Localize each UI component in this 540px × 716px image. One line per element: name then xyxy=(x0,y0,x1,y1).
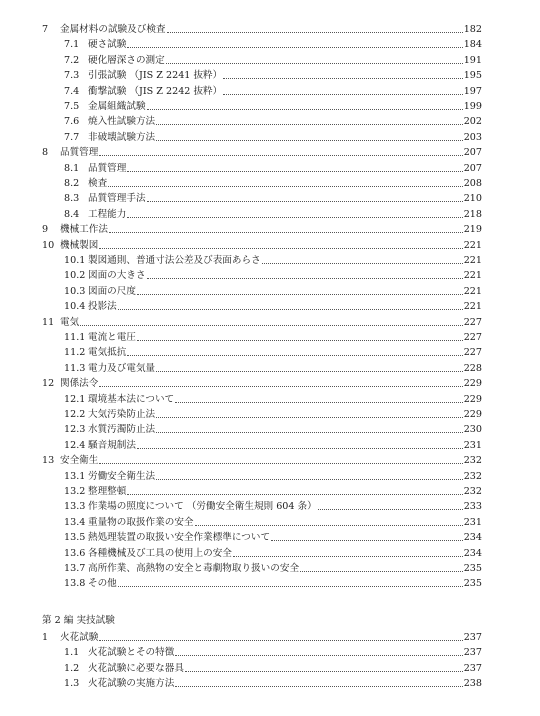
dot-leader xyxy=(175,402,463,403)
toc-entry xyxy=(64,299,482,313)
toc-entry-number: 13.1 xyxy=(64,470,86,482)
toc-entry xyxy=(64,161,482,175)
toc-entry-number: 8.4 xyxy=(64,208,80,220)
dot-leader xyxy=(156,124,463,125)
toc-entry-page: 221 xyxy=(463,270,482,282)
toc-entry-title: 製図通則、普通寸法公差及び表面あらさ xyxy=(88,255,261,266)
toc-entry-page: 235 xyxy=(463,578,482,590)
toc-entry-page: 218 xyxy=(463,208,482,220)
toc-entry xyxy=(42,222,482,236)
toc-entry-page: 229 xyxy=(463,393,482,405)
toc-entry-page: 195 xyxy=(463,70,482,82)
toc-entry xyxy=(64,422,482,436)
toc-entry xyxy=(64,191,482,205)
dot-leader xyxy=(118,586,463,587)
toc-entry-number: 13.3 xyxy=(64,501,86,513)
toc-entry-title: 関係法令 xyxy=(60,378,99,390)
toc-entry xyxy=(42,22,482,36)
toc-entry-title: 電力及び電気量 xyxy=(88,362,156,374)
toc-entry xyxy=(64,392,482,406)
toc-entry-page: 230 xyxy=(463,424,482,436)
dot-leader xyxy=(118,309,463,310)
toc-entry-title: 引張試験 （JIS Z 2241 抜粋） xyxy=(88,70,223,82)
toc-entry-page: 221 xyxy=(463,255,482,266)
toc-entry-title: 硬さ試験 xyxy=(88,39,127,51)
toc-entry-number: 7 xyxy=(42,24,49,35)
toc-entry-page: 229 xyxy=(463,378,482,390)
toc-entry-title: 火花試験とその特徴 xyxy=(88,647,175,659)
toc-entry-title: 作業場の照度について （労働安全衛生規則 604 条） xyxy=(88,501,317,513)
toc-entry-number: 12 xyxy=(42,378,55,390)
toc-entry xyxy=(64,284,482,298)
dot-leader xyxy=(175,686,462,687)
toc-entry-number: 7.6 xyxy=(64,116,80,128)
dot-leader xyxy=(223,78,462,79)
dot-leader xyxy=(127,217,462,218)
toc-entry-number: 10.2 xyxy=(64,270,86,282)
toc-entry-number: 1.3 xyxy=(64,678,80,690)
toc-entry xyxy=(64,99,482,113)
toc-entry-page: 227 xyxy=(463,316,482,328)
toc-entry-number: 7.2 xyxy=(64,54,80,66)
toc-entry-title: 環境基本法について xyxy=(88,393,175,405)
toc-entry xyxy=(64,37,482,51)
toc-entry-title: 非破壊試験方法 xyxy=(88,131,156,143)
toc-entry-number: 12.2 xyxy=(64,409,86,420)
toc-entry-title: 火花試験に必要な器具 xyxy=(88,662,184,674)
toc-entry-page: 231 xyxy=(463,439,482,451)
toc-entry-page: 207 xyxy=(463,147,482,159)
toc-entry-number: 8 xyxy=(42,147,49,159)
toc-entry xyxy=(42,145,482,159)
toc-entry-number: 13.7 xyxy=(64,563,86,574)
toc-entry-page: 237 xyxy=(463,662,482,674)
toc-entry-title: 大気汚染防止法 xyxy=(88,409,156,420)
toc-entry-number: 1.1 xyxy=(64,647,80,659)
toc-entry-number: 13.6 xyxy=(64,547,86,559)
dot-leader xyxy=(147,109,463,110)
toc-entry-number: 7.5 xyxy=(64,101,80,112)
toc-entry-page: 237 xyxy=(463,632,482,643)
part-heading: 第 2 編 実技試験 xyxy=(42,615,115,626)
toc-entry xyxy=(64,53,482,67)
dot-leader xyxy=(99,640,462,641)
toc-entry-title: 投影法 xyxy=(88,301,117,313)
toc-entry xyxy=(64,207,482,221)
dot-leader xyxy=(271,540,463,541)
dot-leader xyxy=(109,232,463,233)
toc-entry-title: 各種機械及び工具の使用上の安全 xyxy=(88,547,232,559)
toc-entry-number: 11.2 xyxy=(64,347,86,359)
toc-entry-number: 11.3 xyxy=(64,362,86,374)
toc-entry xyxy=(64,499,482,513)
toc-entry xyxy=(64,253,482,267)
toc-entry-page: 235 xyxy=(463,563,482,574)
toc-entry-page: 221 xyxy=(463,301,482,313)
toc-entry-number: 13.2 xyxy=(64,486,86,497)
toc-entry-title: 重量物の取扱作業の安全 xyxy=(88,516,194,528)
toc-entry-title: 電気 xyxy=(60,316,80,328)
toc-entry-number: 13.5 xyxy=(64,532,86,544)
toc-entry-title: 焼入性試験方法 xyxy=(88,116,156,128)
dot-leader xyxy=(137,340,463,341)
toc-entry-title: 硬化層深さの測定 xyxy=(88,54,165,66)
toc-entry-number: 13.8 xyxy=(64,578,86,590)
toc-entry-page: 234 xyxy=(463,547,482,559)
toc-entry-page: 182 xyxy=(463,24,482,35)
toc-entry-page: 203 xyxy=(463,131,482,143)
toc-entry-page: 231 xyxy=(463,516,482,528)
toc-entry-page: 238 xyxy=(463,678,482,690)
toc-entry-title: 熱処理装置の取扱い安全作業標準について xyxy=(88,532,271,544)
dot-leader xyxy=(137,448,463,449)
toc-entry-page: 232 xyxy=(463,455,482,467)
toc-entry-title: 工程能力 xyxy=(88,208,127,220)
toc-entry xyxy=(42,453,482,467)
dot-leader xyxy=(99,248,462,249)
toc-entry-number: 7.1 xyxy=(64,39,80,51)
toc-entry-number: 10 xyxy=(42,239,55,251)
toc-entry xyxy=(64,268,482,282)
toc-entry-page: 207 xyxy=(463,162,482,174)
dot-leader xyxy=(156,479,463,480)
toc-entry xyxy=(42,630,482,644)
toc-entry xyxy=(64,546,482,560)
toc-entry-page: 221 xyxy=(463,285,482,297)
toc-entry-title: 金属組織試験 xyxy=(88,101,146,112)
toc-entry xyxy=(64,530,482,544)
toc-entry-title: 品質管理 xyxy=(60,147,99,159)
toc-entry xyxy=(64,561,482,575)
toc-entry-page: 232 xyxy=(463,486,482,497)
dot-leader xyxy=(147,201,463,202)
toc-entry xyxy=(64,576,482,590)
toc-entry-number: 11 xyxy=(42,316,55,328)
toc-entry-title: 水質汚濁防止法 xyxy=(88,424,156,436)
toc-entry-title: 検査 xyxy=(88,178,108,189)
dot-leader xyxy=(108,186,463,187)
toc-entry-number: 8.2 xyxy=(64,178,80,189)
dot-leader xyxy=(99,463,462,464)
toc-entry-title: 高所作業、高熱物の安全と毒劇物取り扱いの安全 xyxy=(88,563,300,574)
toc-entry xyxy=(64,407,482,421)
toc-entry-number: 13.4 xyxy=(64,516,86,528)
dot-leader xyxy=(166,63,463,64)
dot-leader xyxy=(156,371,463,372)
dot-leader xyxy=(99,386,462,387)
toc-entry-title: 整理整頓 xyxy=(88,486,127,497)
toc-entry xyxy=(64,361,482,375)
toc-entry-page: 233 xyxy=(463,501,482,513)
toc-entry xyxy=(64,469,482,483)
dot-leader xyxy=(156,432,463,433)
toc-entry-page: 227 xyxy=(463,332,482,343)
dot-leader xyxy=(185,671,463,672)
toc-entry-title: 安全衛生 xyxy=(60,455,99,467)
toc-entry xyxy=(42,315,482,329)
dot-leader xyxy=(300,571,463,572)
toc-entry-number: 12.3 xyxy=(64,424,86,436)
toc-entry-number: 12.4 xyxy=(64,439,86,451)
toc-entry xyxy=(64,84,482,98)
dot-leader xyxy=(147,278,463,279)
dot-leader xyxy=(262,263,463,264)
toc-entry-number: 7.3 xyxy=(64,70,80,82)
dot-leader xyxy=(127,355,462,356)
toc-entry-number: 10.1 xyxy=(64,255,86,266)
toc-entry-number: 9 xyxy=(42,224,49,236)
dot-leader xyxy=(80,325,463,326)
toc-entry-number: 12.1 xyxy=(64,393,86,405)
toc-entry-page: 184 xyxy=(463,39,482,51)
toc-entry xyxy=(64,438,482,452)
toc-entry xyxy=(64,345,482,359)
dot-leader xyxy=(127,494,462,495)
toc-entry-number: 1 xyxy=(42,632,49,643)
toc-entry-page: 219 xyxy=(463,224,482,236)
toc-entry-number: 1.2 xyxy=(64,662,80,674)
toc-entry-title: 図面の尺度 xyxy=(88,285,136,297)
toc-entry-page: 210 xyxy=(463,193,482,205)
toc-entry-page: 237 xyxy=(463,647,482,659)
toc-entry xyxy=(64,484,482,498)
toc-entry-title: 電流と電圧 xyxy=(88,332,136,343)
toc-entry xyxy=(64,515,482,529)
dot-leader xyxy=(137,294,463,295)
toc-entry-page: 234 xyxy=(463,532,482,544)
toc-entry-number: 10.4 xyxy=(64,301,86,313)
dot-leader xyxy=(156,417,463,418)
dot-leader xyxy=(156,140,463,141)
toc-entry-title: 電気抵抗 xyxy=(88,347,127,359)
toc-entry xyxy=(64,676,482,690)
toc-entry-page: 229 xyxy=(463,409,482,420)
dot-leader xyxy=(127,47,462,48)
toc-entry-title: 火花試験の実施方法 xyxy=(88,678,175,690)
toc-entry-page: 228 xyxy=(463,362,482,374)
toc-entry-number: 8.1 xyxy=(64,162,80,174)
toc-entry-page: 208 xyxy=(463,178,482,189)
toc-entry-title: 機械製図 xyxy=(60,239,99,251)
toc-entry xyxy=(64,661,482,675)
toc-entry-title: 品質管理手法 xyxy=(88,193,146,205)
toc-entry-title: 火花試験 xyxy=(60,632,99,643)
toc-entry-title: 機械工作法 xyxy=(60,224,108,236)
toc-entry-number: 7.4 xyxy=(64,85,80,97)
toc-entry-page: 232 xyxy=(463,470,482,482)
toc-entry xyxy=(64,130,482,144)
toc-entry-title: 金属材料の試験及び検査 xyxy=(60,24,166,35)
toc-entry xyxy=(42,376,482,390)
toc-entry-page: 197 xyxy=(463,85,482,97)
toc-entry xyxy=(64,645,482,659)
toc-entry xyxy=(64,330,482,344)
toc-entry-number: 8.3 xyxy=(64,193,80,205)
dot-leader xyxy=(99,155,462,156)
dot-leader xyxy=(127,171,462,172)
toc-entry-page: 191 xyxy=(463,54,482,66)
toc-entry xyxy=(64,114,482,128)
toc-entry-title: 労働安全衛生法 xyxy=(88,470,156,482)
dot-leader xyxy=(223,94,462,95)
dot-leader xyxy=(167,32,463,33)
toc-entry xyxy=(42,238,482,252)
toc-entry-page: 227 xyxy=(463,347,482,359)
dot-leader xyxy=(233,556,463,557)
toc-entry-number: 7.7 xyxy=(64,131,80,143)
toc-entry xyxy=(64,176,482,190)
toc-entry-page: 199 xyxy=(463,101,482,112)
toc-entry-number: 11.1 xyxy=(64,332,86,343)
toc-entry-number: 10.3 xyxy=(64,285,86,297)
toc-entry-title: 品質管理 xyxy=(88,162,127,174)
toc-entry-title: その他 xyxy=(88,578,117,590)
toc-entry xyxy=(64,68,482,82)
toc-entry-page: 221 xyxy=(463,239,482,251)
dot-leader xyxy=(175,655,462,656)
dot-leader xyxy=(195,525,463,526)
toc-entry-number: 13 xyxy=(42,455,55,467)
toc-entry-title: 図面の大きさ xyxy=(88,270,146,282)
toc-entry-title: 騒音規制法 xyxy=(88,439,136,451)
toc-entry-page: 202 xyxy=(463,116,482,128)
dot-leader xyxy=(318,509,463,510)
toc-entry-title: 衝撃試験 （JIS Z 2242 抜粋） xyxy=(88,85,223,97)
